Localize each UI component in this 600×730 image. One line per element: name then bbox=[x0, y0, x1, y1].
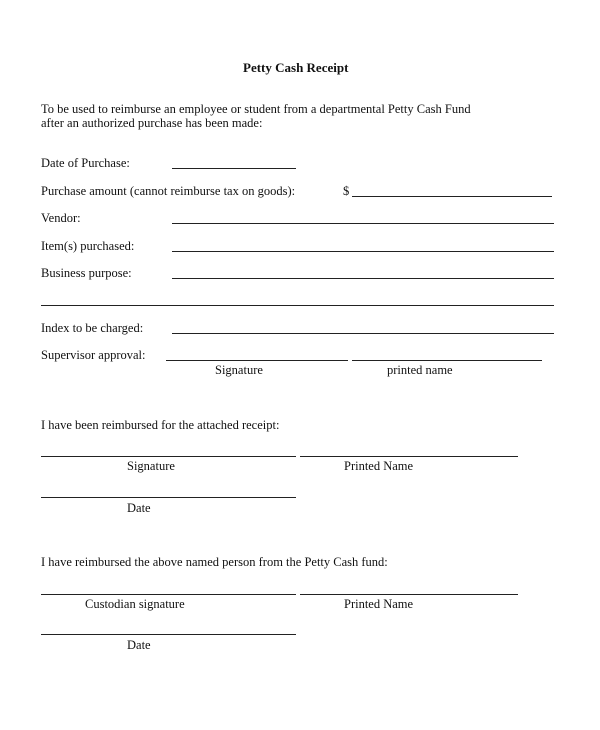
supervisor-printed-name-field[interactable] bbox=[352, 360, 542, 361]
purchase-amount-field[interactable] bbox=[352, 196, 552, 197]
page-title: Petty Cash Receipt bbox=[243, 60, 349, 75]
custodian-date-field[interactable] bbox=[41, 634, 296, 635]
reimbursed-date-field[interactable] bbox=[41, 497, 296, 498]
purchase-amount-label: Purchase amount (cannot reimburse tax on goods): bbox=[41, 184, 296, 198]
date-of-purchase-field[interactable] bbox=[172, 168, 296, 169]
reimbursed-printed-caption: Printed Name bbox=[344, 459, 414, 473]
date-of-purchase-label: Date of Purchase: bbox=[41, 156, 130, 170]
supervisor-approval-label: Supervisor approval: bbox=[41, 348, 146, 362]
custodian-signature-caption: Custodian signature bbox=[85, 597, 185, 611]
business-purpose-label: Business purpose: bbox=[41, 266, 132, 280]
custodian-signature-field[interactable] bbox=[41, 594, 296, 595]
dollar-sign: $ bbox=[343, 184, 350, 198]
supervisor-signature-caption: Signature bbox=[215, 363, 263, 377]
reimbursed-date-caption: Date bbox=[127, 501, 151, 515]
items-purchased-field[interactable] bbox=[172, 251, 554, 252]
reimbursed-signature-caption: Signature bbox=[127, 459, 175, 473]
custodian-statement: I have reimbursed the above named person from the Petty Cash fund: bbox=[41, 555, 388, 569]
items-purchased-label: Item(s) purchased: bbox=[41, 239, 135, 253]
supervisor-printed-caption: printed name bbox=[387, 363, 453, 377]
vendor-label: Vendor: bbox=[41, 211, 81, 225]
vendor-field[interactable] bbox=[172, 223, 554, 224]
intro-line-2: after an authorized purchase has been made: bbox=[41, 116, 263, 130]
business-purpose-field-line-2[interactable] bbox=[41, 305, 554, 306]
reimbursed-printed-name-field[interactable] bbox=[300, 456, 518, 457]
business-purpose-field[interactable] bbox=[172, 278, 554, 279]
reimbursed-signature-field[interactable] bbox=[41, 456, 296, 457]
custodian-printed-name-field[interactable] bbox=[300, 594, 518, 595]
index-charged-label: Index to be charged: bbox=[41, 321, 144, 335]
intro-line-1: To be used to reimburse an employee or student from a departmental Petty Cash Fund bbox=[41, 102, 471, 116]
custodian-date-caption: Date bbox=[127, 638, 151, 652]
custodian-printed-caption: Printed Name bbox=[344, 597, 414, 611]
reimbursed-statement: I have been reimbursed for the attached receipt: bbox=[41, 418, 280, 432]
index-charged-field[interactable] bbox=[172, 333, 554, 334]
supervisor-signature-field[interactable] bbox=[166, 360, 348, 361]
